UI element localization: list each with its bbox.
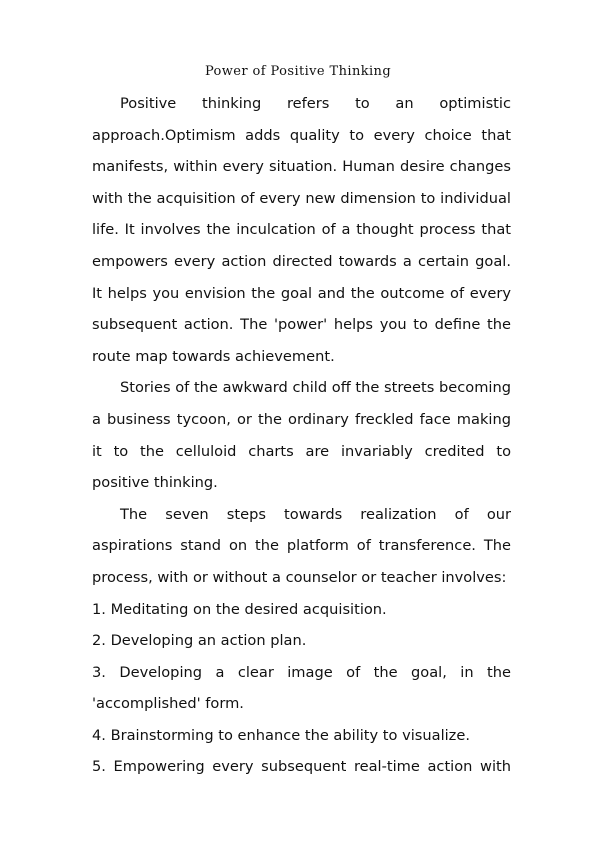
document-title: Power of Positive Thinking	[204, 64, 392, 79]
list-item-4: 4. Brainstorming to enhance the ability to visualize.	[92, 726, 470, 744]
list-item-5: 5. Empowering every subsequent real-time action with	[92, 758, 511, 776]
list-item-2: 2. Developing an action plan.	[92, 632, 307, 650]
list-item-1: 1. Meditating on the desired acquisition.	[92, 600, 387, 618]
list-item-3: 3. Developing a clear image of the goal, in the 'accomplished' form.	[92, 663, 511, 713]
document-body	[92, 88, 511, 783]
paragraph-1: Positive thinking refers to an optimistic approach.Optimism adds quality to every choice that manifests, within every situation. Human desire changes with the acquisition of every new dimension to individual life. It involves the inculcation of a thought process that empowers every action directed towards a certain goal. It helps you envision the goal and the outcome of every subsequent action. The 'power' helps you to define the route map towards achievement.	[92, 95, 511, 365]
paragraph-3: The seven steps towards realization of our aspirations stand on the platform of transference. The process, with or without a counselor or teacher involves:	[92, 505, 511, 586]
paragraph-2: Stories of the awkward child off the streets becoming a business tycoon, or the ordinary freckled face making it to the celluloid charts are invariably credited to positive thinking.	[92, 379, 511, 492]
